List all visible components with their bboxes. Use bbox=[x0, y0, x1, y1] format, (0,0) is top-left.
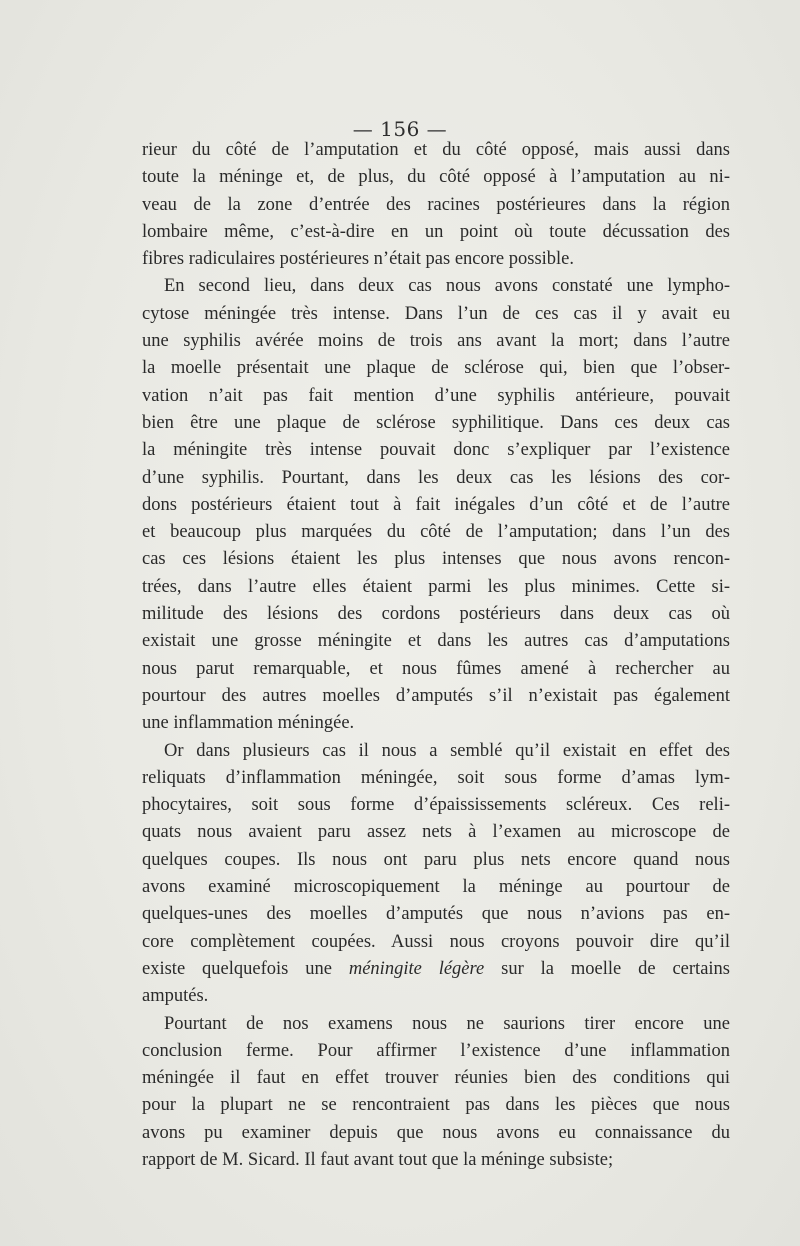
text-line bbox=[142, 738, 730, 765]
text-line bbox=[142, 874, 730, 901]
text-segment: rapport de M. Sicard. Il faut avant tout que la méninge subsiste; bbox=[142, 1149, 614, 1170]
text-line bbox=[142, 656, 730, 683]
text-segment: lombaire même, c’est-à-dire en un point où toute décussation des bbox=[142, 221, 730, 242]
text-segment: dons postérieurs étaient tout à fait inégales d’un côté et de l’autre bbox=[142, 494, 730, 515]
text-line bbox=[142, 437, 730, 464]
text-line bbox=[142, 683, 730, 710]
text-segment: la méningite très intense pouvait donc s’expliquer par l’existence bbox=[142, 440, 730, 461]
text-segment: une syphilis avérée moins de trois ans avant la mort; dans l’autre bbox=[142, 331, 730, 352]
text-line bbox=[142, 355, 730, 382]
text-line bbox=[142, 847, 730, 874]
text-line bbox=[142, 328, 730, 355]
text-segment: En second lieu, dans deux cas nous avons constaté une lympho- bbox=[164, 276, 730, 297]
text-segment: toute la méninge et, de plus, du côté opposé à l’amputation au ni- bbox=[142, 167, 730, 188]
text-line bbox=[142, 192, 730, 219]
text-segment: vation n’ait pas fait mention d’une syphilis antérieure, pouvait bbox=[142, 385, 730, 406]
text-segment: veau de la zone d’entrée des racines postérieures dans la région bbox=[142, 194, 730, 215]
body-text bbox=[142, 137, 730, 1174]
text-segment: avons pu examiner depuis que nous avons eu connaissance du bbox=[142, 1122, 730, 1143]
text-segment: fibres radiculaires postérieures n’était pas encore possible. bbox=[142, 249, 575, 270]
text-segment: existait une grosse méningite et dans les autres cas d’amputations bbox=[142, 631, 730, 652]
text-line bbox=[142, 246, 730, 273]
text-segment: sur la moelle de certains bbox=[484, 958, 730, 979]
paragraph bbox=[142, 273, 730, 737]
text-line bbox=[142, 601, 730, 628]
text-line bbox=[142, 383, 730, 410]
text-line bbox=[142, 956, 730, 983]
text-segment: Pourtant de nos examens nous ne saurions tirer encore une bbox=[164, 1013, 730, 1034]
text-line bbox=[142, 574, 730, 601]
text-line bbox=[142, 628, 730, 655]
text-segment: d’une syphilis. Pourtant, dans les deux cas les lésions des cor- bbox=[142, 467, 730, 488]
text-segment: amputés. bbox=[142, 986, 209, 1007]
text-line bbox=[142, 929, 730, 956]
paragraph bbox=[142, 137, 730, 273]
text-segment: rieur du côté de l’amputation et du côté opposé, mais aussi dans bbox=[142, 140, 730, 160]
paragraph bbox=[142, 738, 730, 1011]
text-segment: nous parut remarquable, et nous fûmes amené à rechercher au bbox=[142, 658, 730, 679]
text-segment: quats nous avaient paru assez nets à l’examen au microscope de bbox=[142, 822, 730, 843]
text-segment: pourtour des autres moelles d’amputés s’il n’existait pas également bbox=[142, 685, 730, 706]
text-line bbox=[142, 1147, 730, 1174]
text-segment: pour la plupart ne se rencontraient pas dans les pièces que nous bbox=[142, 1095, 730, 1116]
text-segment: quelques-unes des moelles d’amputés que nous n’avions pas en- bbox=[142, 904, 730, 925]
text-segment: bien être une plaque de sclérose syphilitique. Dans ces deux cas bbox=[142, 412, 730, 433]
text-line bbox=[142, 710, 730, 737]
text-segment: trées, dans l’autre elles étaient parmi les plus minimes. Cette si- bbox=[142, 576, 730, 597]
text-segment: conclusion ferme. Pour affirmer l’existence d’une inflammation bbox=[142, 1040, 730, 1061]
text-segment: cytose méningée très intense. Dans l’un de ces cas il y avait eu bbox=[142, 303, 730, 324]
text-line bbox=[142, 1038, 730, 1065]
text-line bbox=[142, 792, 730, 819]
paragraph bbox=[142, 1011, 730, 1175]
text-line bbox=[142, 819, 730, 846]
text-segment: avons examiné microscopiquement la méninge au pourtour de bbox=[142, 877, 730, 898]
text-segment: la moelle présentait une plaque de sclérose qui, bien que l’obser- bbox=[142, 358, 730, 379]
text-line bbox=[142, 765, 730, 792]
text-line bbox=[142, 983, 730, 1010]
text-segment: phocytaires, soit sous forme d’épaississements scléreux. Ces reli- bbox=[142, 795, 730, 816]
text-line bbox=[142, 492, 730, 519]
text-line bbox=[142, 219, 730, 246]
text-line bbox=[142, 273, 730, 300]
text-line bbox=[142, 1120, 730, 1147]
text-segment: existe quelquefois une bbox=[142, 958, 349, 979]
text-line bbox=[142, 519, 730, 546]
text-line bbox=[142, 137, 730, 164]
text-line bbox=[142, 546, 730, 573]
text-segment: reliquats d’inflammation méningée, soit sous forme d’amas lym- bbox=[142, 767, 730, 788]
text-line bbox=[142, 164, 730, 191]
text-line bbox=[142, 301, 730, 328]
text-segment: militude des lésions des cordons postérieurs dans deux cas où bbox=[142, 604, 730, 625]
text-line bbox=[142, 410, 730, 437]
italic-phrase: méningite légère bbox=[348, 958, 485, 979]
page-number: — 156 — bbox=[352, 117, 448, 141]
text-segment: Or dans plusieurs cas il nous a semblé qu’il existait en effet des bbox=[164, 740, 730, 761]
text-segment: et beaucoup plus marquées du côté de l’amputation; dans l’un des bbox=[142, 522, 730, 543]
text-line bbox=[142, 901, 730, 928]
text-segment: méningée il faut en effet trouver réunies bien des conditions qui bbox=[142, 1068, 730, 1089]
text-line bbox=[142, 1092, 730, 1119]
text-line bbox=[142, 465, 730, 492]
text-segment: core complètement coupées. Aussi nous croyons pouvoir dire qu’il bbox=[142, 931, 730, 952]
text-line bbox=[142, 1065, 730, 1092]
text-segment: une inflammation méningée. bbox=[142, 713, 355, 734]
text-segment: quelques coupes. Ils nous ont paru plus nets encore quand nous bbox=[142, 849, 730, 870]
text-line bbox=[142, 1011, 730, 1038]
text-segment: cas ces lésions étaient les plus intenses que nous avons rencon- bbox=[142, 549, 730, 570]
